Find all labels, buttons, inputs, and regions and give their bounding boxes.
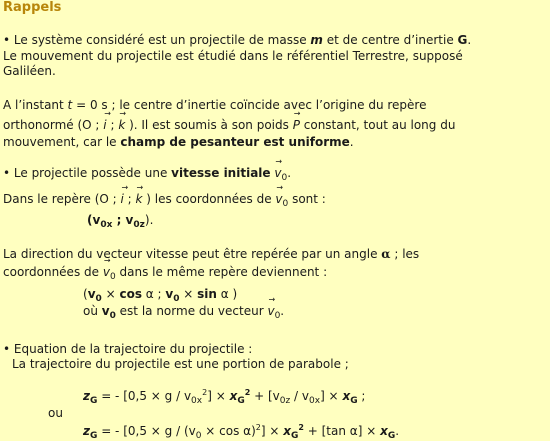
paragraph-trajectory-line2: La trajectoire du projectile est une portion de parabole ; (12, 357, 349, 371)
paragraph-coords-line1: Dans le repère (O ; → i ; → k ) les coordonnées de → $v_0$ sont : (3, 192, 326, 209)
paragraph-angle-line1: La direction du vecteur vitesse peut être repérée par un angle α ; les (3, 247, 420, 261)
bullet: • (3, 33, 11, 47)
paragraph-initial-line3: mouvement, car le champ de pesanteur est uniforme. (3, 135, 354, 149)
paragraph-trajectory-line1: • Equation de la trajectoire du projectile : (3, 342, 253, 356)
paragraph-system-line2: Le mouvement du projectile est étudié dans le référentiel Terrestre, supposé (3, 49, 463, 63)
vector-k: → k (136, 192, 143, 206)
vector-P: → P (293, 118, 300, 132)
paragraph-angle-line2: coordonnées de → $v_0$ dans le même repère deviennent : (3, 265, 327, 282)
trajectory-equation-2: $z_G$ = - $[0,5 \times g / (v_0 \times \cos \alpha)^2] \times x_G^2 + [\tan$ $\alpha] \times x_G$. (83, 423, 400, 441)
alpha-symbol: α (381, 247, 391, 261)
vector-v0: → v (103, 265, 110, 279)
paragraph-velocity: • Le projectile possède une vitesse initiale → $v_0$. (3, 166, 291, 183)
vector-v0: → v (275, 192, 282, 206)
bullet: • (3, 342, 11, 356)
paragraph-initial-line2: orthonormé (O ; → i ; → k ). Il est soumis à son poids → P constant, tout au long du (3, 118, 455, 132)
vector-v0: → v (267, 304, 274, 318)
vector-v0: → v (274, 166, 281, 180)
trajectory-equation-1: $z_G$ = - $[0,5 \times g / v_{0x}^2] \times x_G^2 + [v_{0z} / v_{0x}] \times x_G$ ; (83, 388, 366, 406)
vector-i: → i (121, 192, 124, 206)
polar-coordinates-formula: ($v_0 \times \cos \alpha$ ; $v_0 \times \sin \alpha$ ) (83, 287, 238, 304)
paragraph-system-line1: • Le système considéré est un projectile de masse m et de centre d’inertie G. (3, 33, 472, 47)
norm-note: où $v_0$ est la norme du vecteur → $v_0$. (83, 304, 284, 321)
paragraph-system-line3: Galiléen. (3, 64, 56, 78)
vector-k: → k (118, 118, 125, 132)
paragraph-initial-line1: A l’instant t = 0 s ; le centre d’inertie coïncide avec l’origine du repère (3, 98, 427, 112)
vector-i: → i (103, 118, 106, 132)
or-separator: ou (48, 406, 63, 420)
coordinates-formula: ($v_{0x}$ ; $v_{0z}$). (87, 213, 154, 230)
section-title: Rappels (3, 0, 62, 15)
bullet: • (3, 166, 11, 180)
